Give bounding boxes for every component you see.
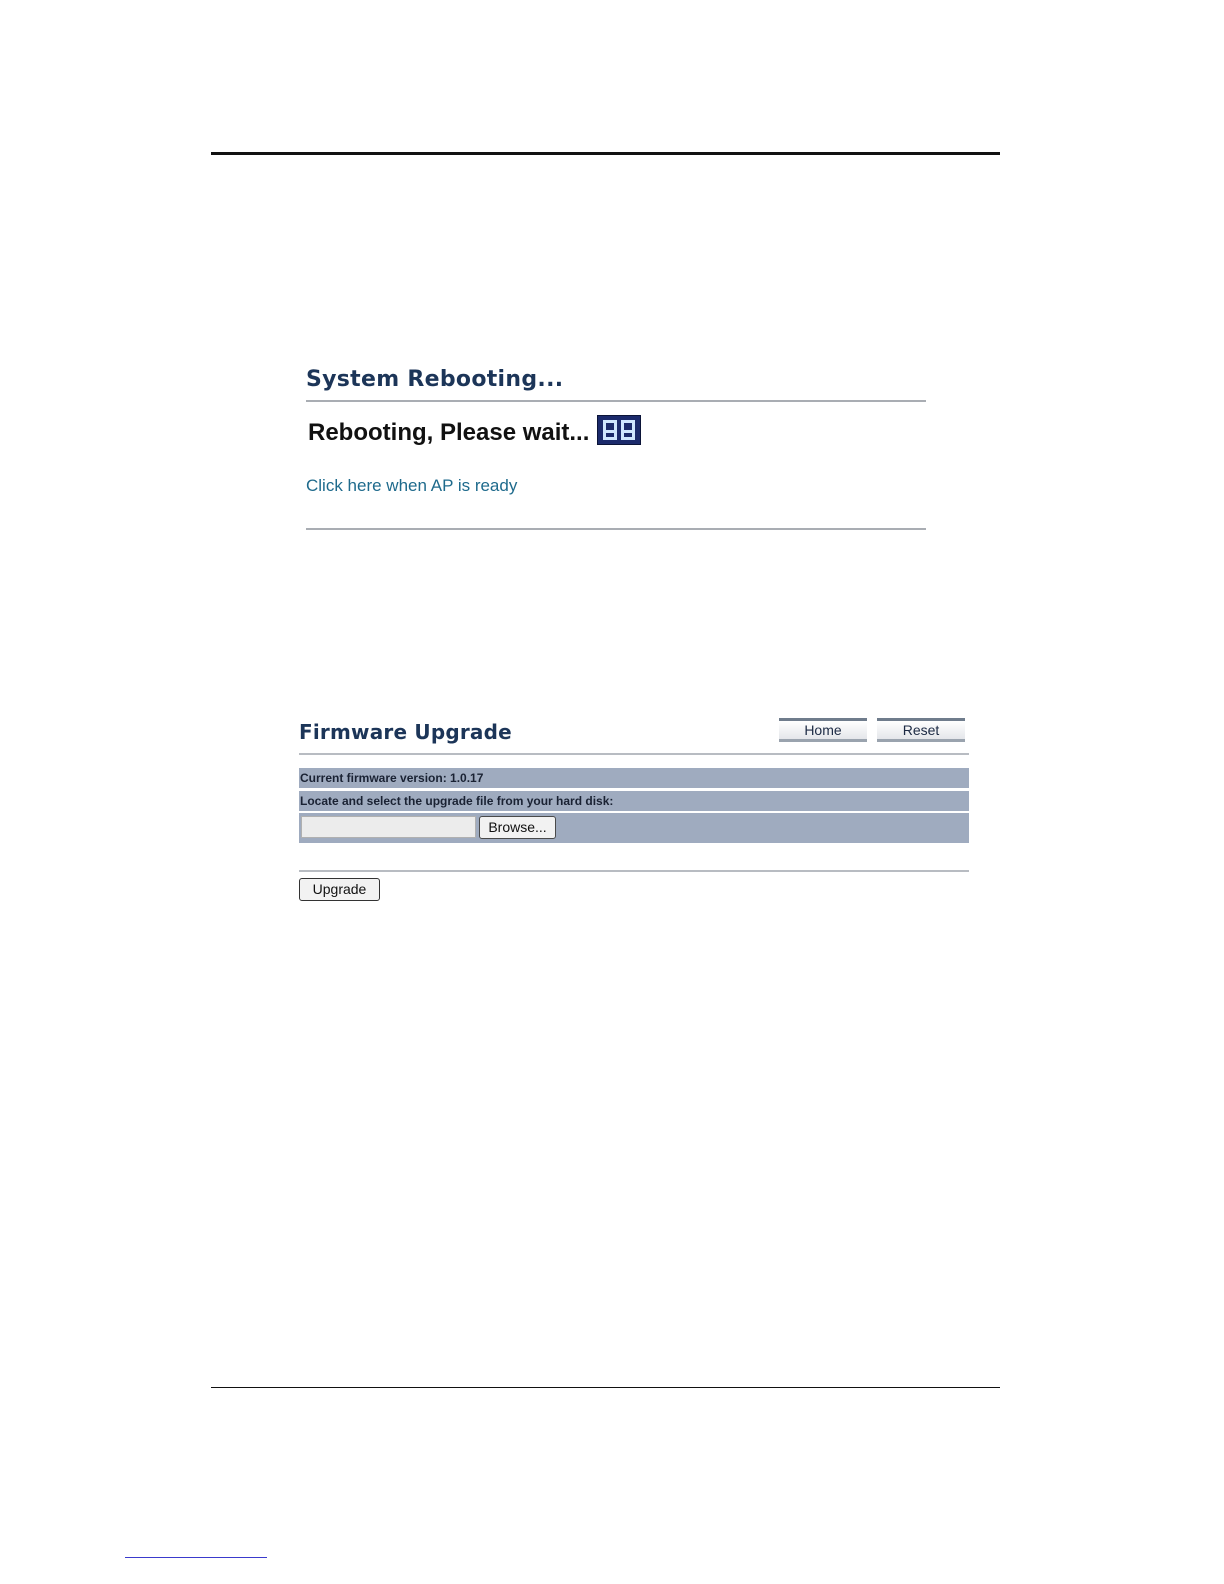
reboot-panel-title: System Rebooting... — [306, 367, 564, 392]
counter-digit — [603, 420, 617, 440]
upgrade-file-input[interactable] — [301, 816, 476, 838]
browse-button[interactable]: Browse... — [479, 816, 556, 839]
current-version-row: Current firmware version: 1.0.17 — [299, 768, 969, 788]
upgrade-button[interactable]: Upgrade — [299, 878, 380, 901]
reboot-bottom-divider — [306, 528, 926, 530]
reset-button[interactable]: Reset — [877, 718, 965, 742]
page-top-rule — [211, 152, 1000, 155]
home-button[interactable]: Home — [779, 718, 867, 742]
reboot-status-row — [308, 418, 641, 448]
counter-digit — [621, 420, 635, 440]
reboot-message: Rebooting, Please wait... — [308, 419, 590, 446]
ap-ready-link[interactable]: Click here when AP is ready — [306, 476, 518, 495]
countdown-display-icon — [597, 415, 641, 445]
firmware-upgrade-title: Firmware Upgrade — [299, 720, 512, 744]
reboot-title-divider — [306, 400, 926, 402]
firmware-bottom-divider — [299, 870, 969, 872]
file-select-row — [299, 813, 969, 843]
footnote-rule — [125, 1557, 267, 1558]
system-rebooting-panel — [306, 362, 926, 495]
firmware-upgrade-panel — [299, 716, 969, 906]
firmware-title-divider — [299, 753, 969, 755]
page-bottom-rule — [211, 1387, 1000, 1388]
locate-file-row: Locate and select the upgrade file from your hard disk: — [299, 791, 969, 811]
